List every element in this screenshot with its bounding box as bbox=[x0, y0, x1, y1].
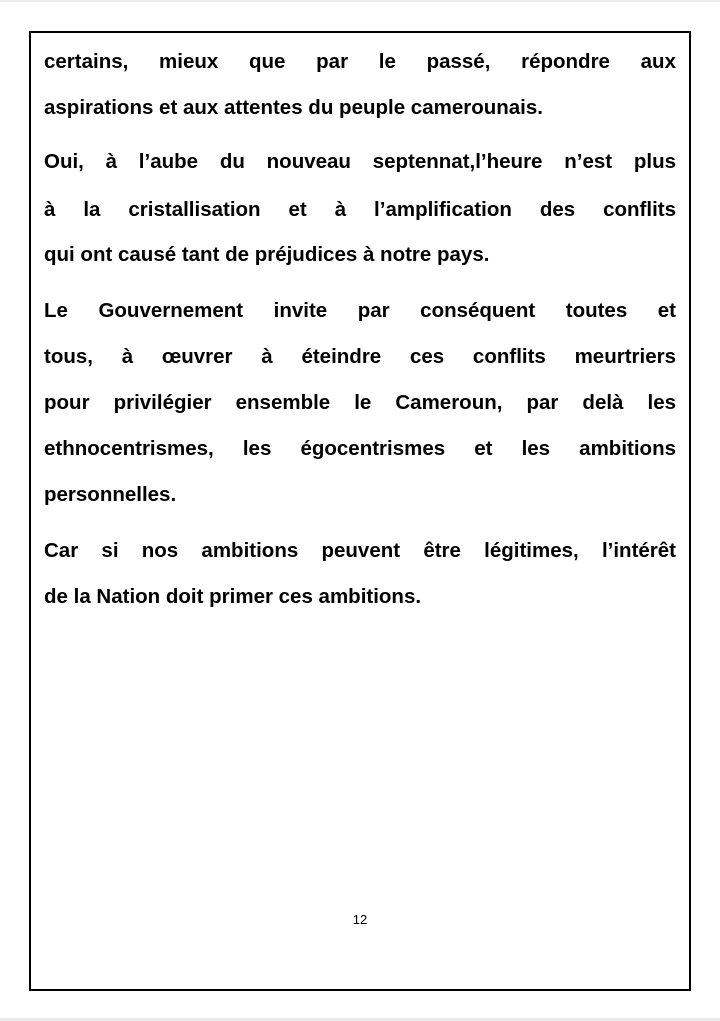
text-line: personnelles. bbox=[44, 483, 177, 506]
text-line: qui ont causé tant de préjudices à notre pays. bbox=[44, 243, 490, 266]
page-border bbox=[29, 31, 691, 991]
text-line: tous, à œuvrer à éteindre ces conflits meurtriers bbox=[44, 345, 676, 368]
text-line: pour privilégier ensemble le Cameroun, par delà les bbox=[44, 391, 676, 414]
page-number: 12 bbox=[352, 912, 368, 927]
text-line: Le Gouvernement invite par conséquent toutes et bbox=[44, 299, 676, 322]
text-line: de la Nation doit primer ces ambitions. bbox=[44, 585, 422, 608]
text-line: à la cristallisation et à l’amplification des conflits bbox=[44, 198, 676, 221]
text-line: ethnocentrismes, les égocentrismes et les ambitions bbox=[44, 437, 676, 460]
text-line: aspirations et aux attentes du peuple camerounais. bbox=[44, 96, 543, 119]
top-edge bbox=[0, 0, 720, 2]
text-line: Oui, à l’aube du nouveau septennat,l’heure n’est plus bbox=[44, 150, 676, 173]
text-line: certains, mieux que par le passé, répondre aux bbox=[44, 50, 676, 73]
text-line: Car si nos ambitions peuvent être légitimes, l’intérêt bbox=[44, 539, 676, 562]
